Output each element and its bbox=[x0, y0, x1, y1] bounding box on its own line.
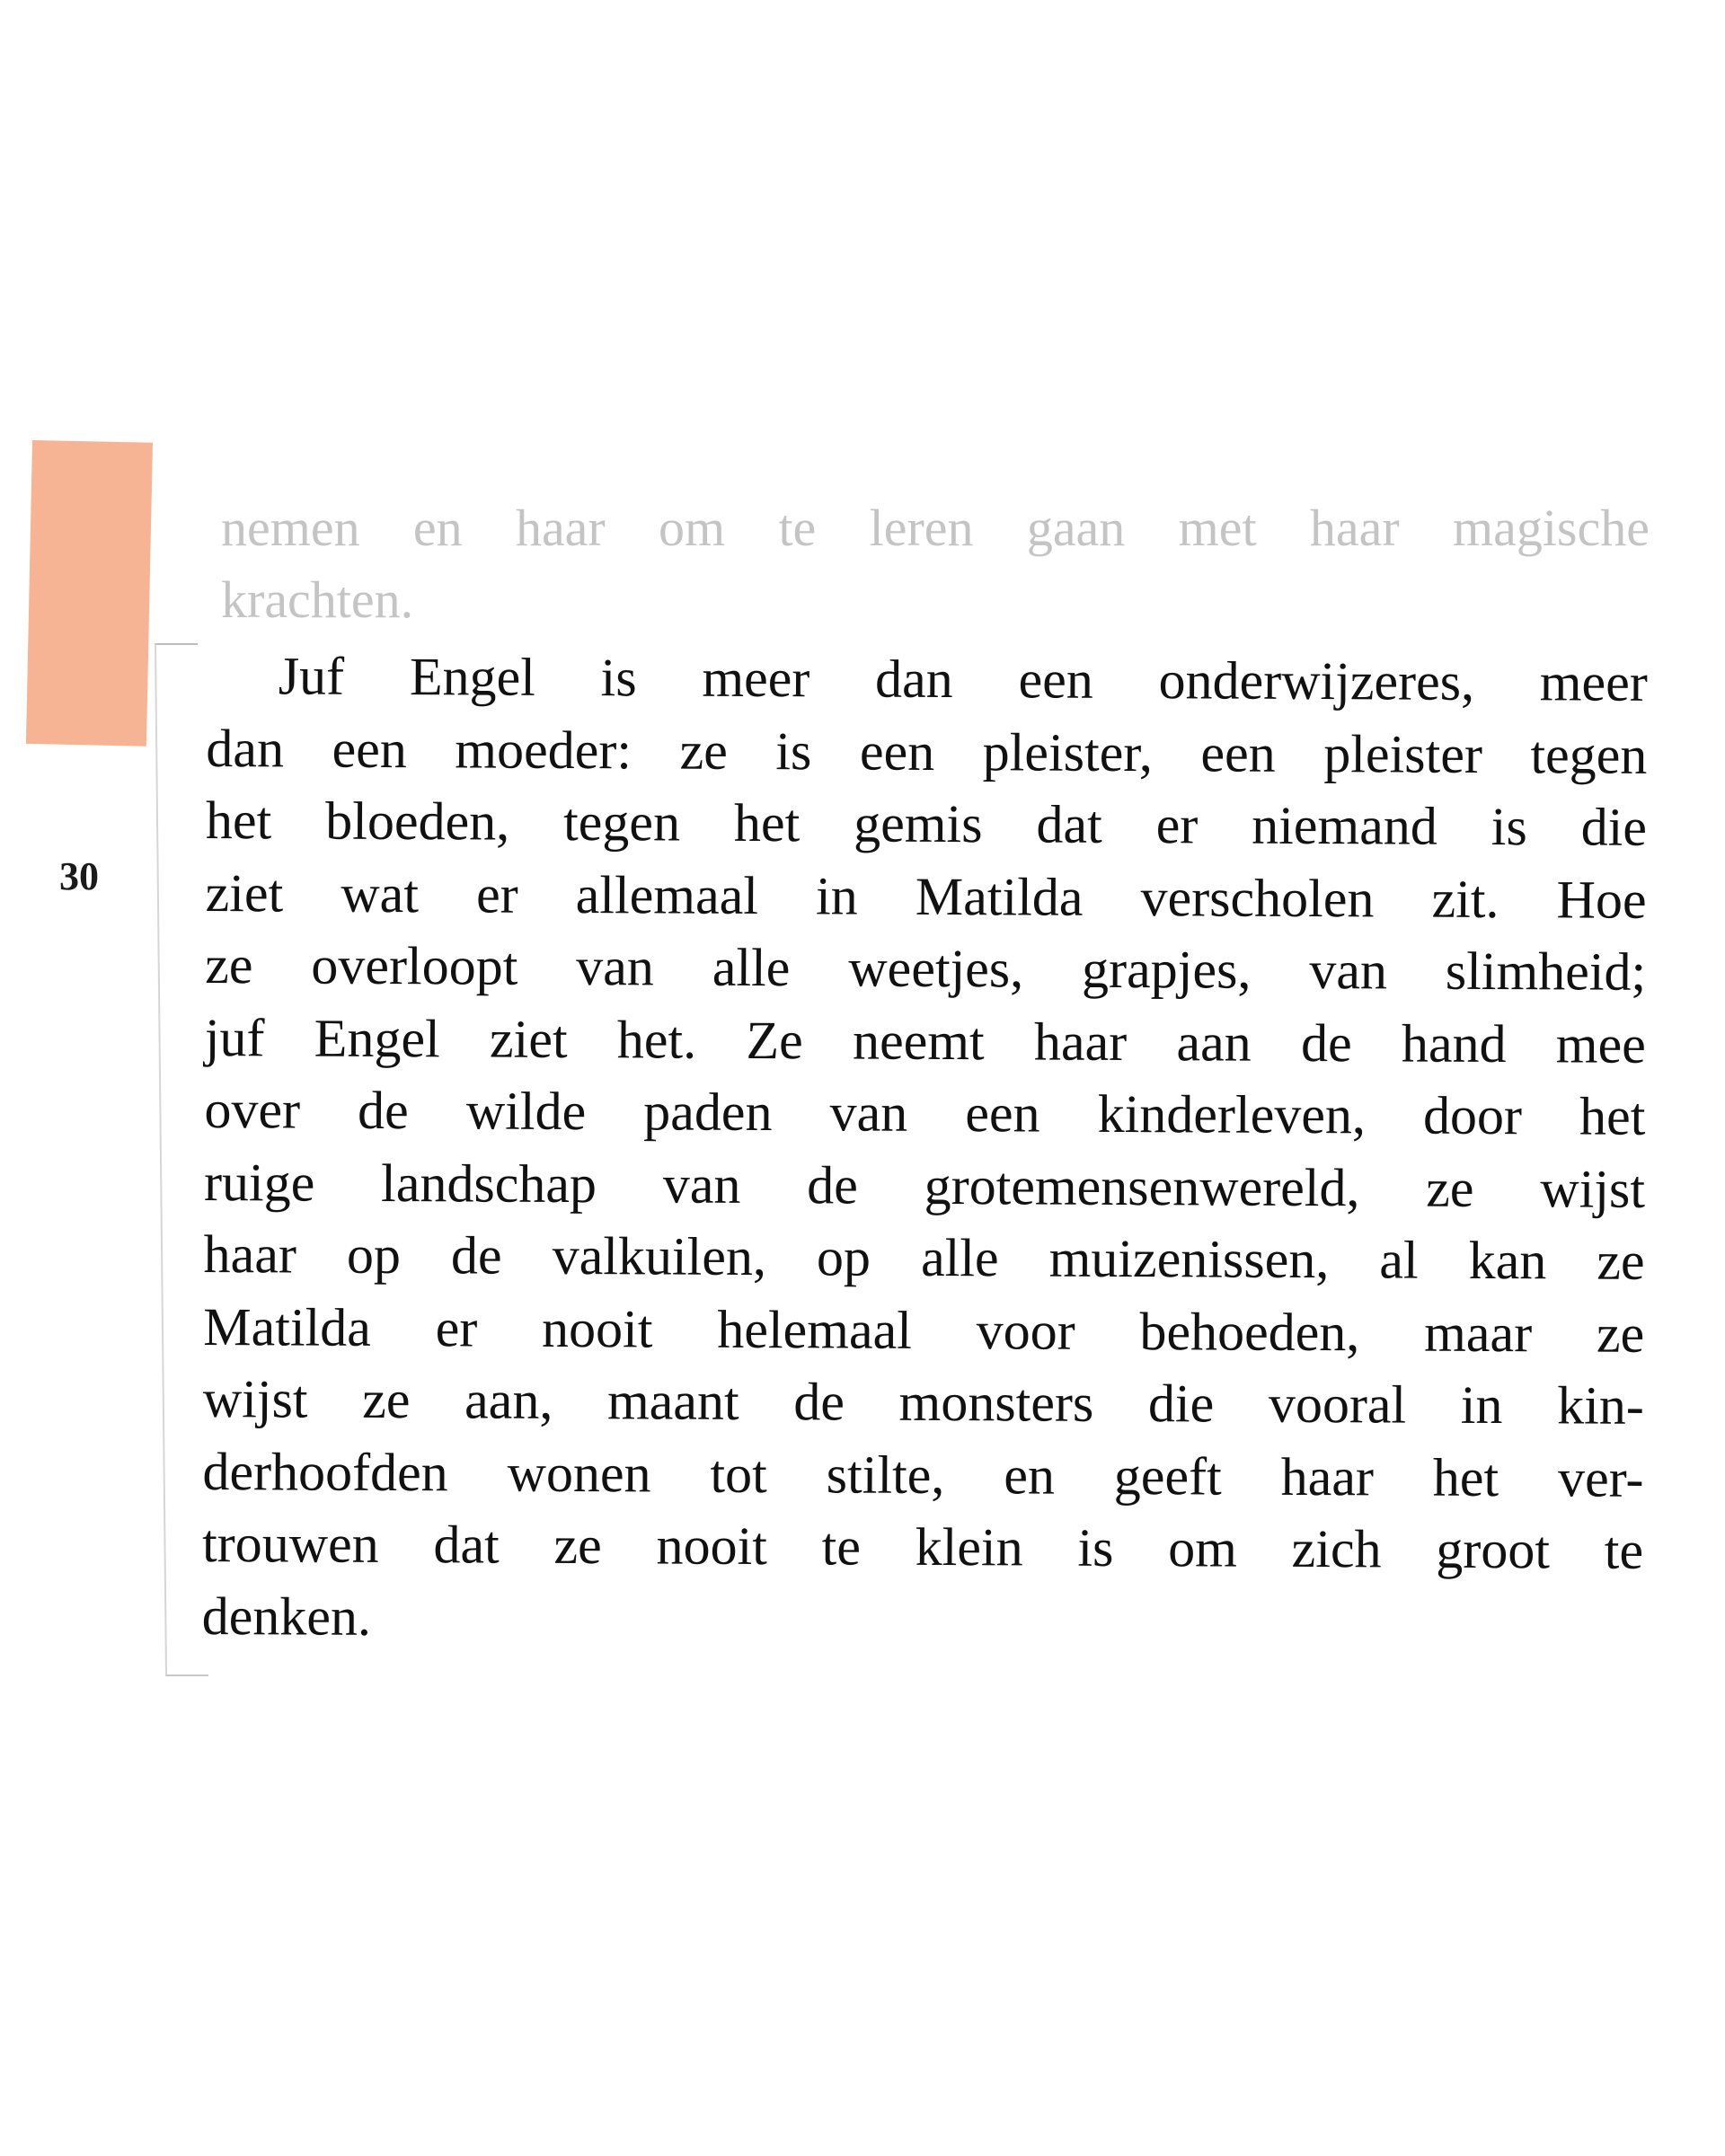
text-line: juf Engel ziet het. Ze neemt haar aan de hand mee bbox=[204, 1007, 1646, 1074]
text-line: trouwen dat ze nooit te klein is om zich groot te bbox=[201, 1513, 1644, 1580]
bracketed-paragraph bbox=[201, 640, 1647, 1659]
text-line: nemen en haar om te leren gaan met haar magische bbox=[221, 499, 1650, 557]
text-line: krachten. bbox=[221, 570, 414, 629]
text-line: haar op de valkuilen, op alle muizenissen, al kan ze bbox=[203, 1224, 1645, 1291]
text-line: denken. bbox=[201, 1586, 372, 1647]
line-number: 30 bbox=[59, 854, 99, 898]
previous-paragraph bbox=[221, 492, 1650, 636]
margin-bracket bbox=[155, 643, 208, 1676]
highlighter-mark bbox=[26, 440, 153, 747]
text-line: dan een moeder: ze is een pleister, een pleister tegen bbox=[206, 718, 1648, 785]
text-line: het bloeden, tegen het gemis dat er niemand is die bbox=[205, 790, 1648, 857]
text-line: Matilda er nooit helemaal voor behoeden, maar ze bbox=[203, 1296, 1645, 1364]
text-line: ziet wat er allemaal in Matilda verscholen zit. Hoe bbox=[205, 862, 1647, 930]
text-line: wijst ze aan, maant de monsters die vooral in kin- bbox=[202, 1368, 1645, 1436]
text-line: derhoofden wonen tot stilte, en geeft haar het ver- bbox=[202, 1441, 1644, 1508]
text-line: over de wilde paden van een kinderleven, door het bbox=[204, 1079, 1646, 1146]
text-line: ze overloopt van alle weetjes, grapjes, van slimheid; bbox=[205, 934, 1647, 1002]
text-line: ruige landschap van de grotemensenwereld, ze wijst bbox=[203, 1152, 1646, 1219]
text-line: Juf Engel is meer dan een onderwijzeres, meer bbox=[278, 646, 1648, 712]
